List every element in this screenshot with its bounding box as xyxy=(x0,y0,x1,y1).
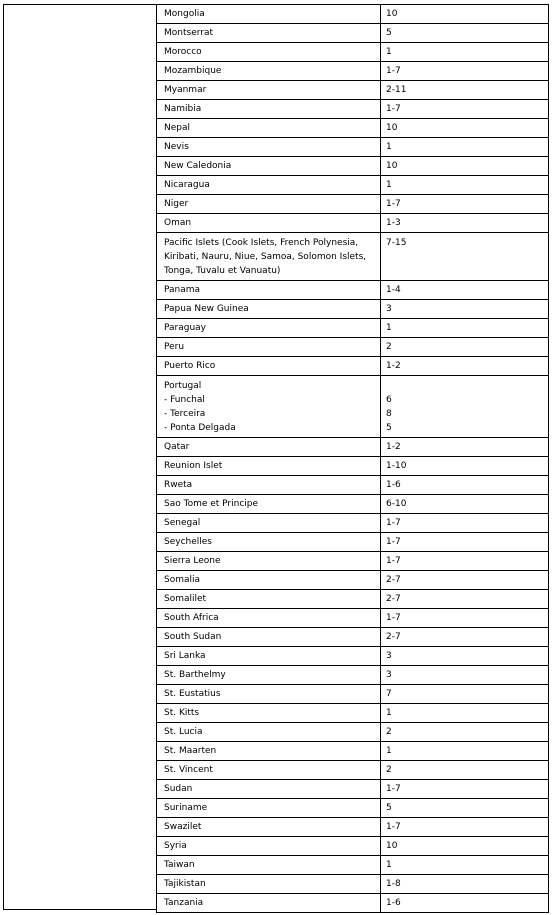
table-row xyxy=(156,514,549,533)
value-cell xyxy=(380,5,549,23)
table-row xyxy=(156,319,549,338)
table-row xyxy=(156,742,549,761)
country-name: Nepal xyxy=(164,123,190,133)
country-cell xyxy=(156,81,380,99)
country-value: 1 xyxy=(386,860,392,870)
country-cell xyxy=(156,514,380,532)
value-cell xyxy=(380,761,549,779)
table-row xyxy=(156,214,549,233)
country-value: 1-7 xyxy=(386,613,401,623)
country-value: 1-7 xyxy=(386,104,401,114)
value-cell xyxy=(380,666,549,684)
country-cell xyxy=(156,214,380,232)
value-cell xyxy=(380,894,549,912)
country-name: Montserrat xyxy=(164,28,214,38)
table-row xyxy=(156,552,549,571)
country-value: 5 xyxy=(386,803,392,813)
table-row xyxy=(156,281,549,300)
value-cell xyxy=(380,157,549,175)
table-row xyxy=(156,376,549,438)
country-name: Qatar xyxy=(164,442,190,452)
country-value xyxy=(386,379,543,393)
country-cell xyxy=(156,233,380,280)
table-row xyxy=(156,628,549,647)
table-row xyxy=(156,571,549,590)
country-name: St. Maarten xyxy=(164,746,217,756)
country-cell xyxy=(156,628,380,646)
country-name: Puerto Rico xyxy=(164,361,216,371)
table-row xyxy=(156,176,549,195)
country-value: 7 xyxy=(386,689,392,699)
value-cell xyxy=(380,119,549,137)
country-name: St. Vincent xyxy=(164,765,213,775)
table-row xyxy=(156,457,549,476)
table-row xyxy=(156,856,549,875)
country-name: Sierra Leone xyxy=(164,556,221,566)
country-cell xyxy=(156,780,380,798)
country-name: Portugal xyxy=(164,381,202,391)
country-name: Taiwan xyxy=(164,860,195,870)
country-name: Myanmar xyxy=(164,85,207,95)
country-cell xyxy=(156,319,380,337)
value-cell xyxy=(380,214,549,232)
sub-location-name: - Funchal xyxy=(164,395,205,405)
value-cell xyxy=(380,176,549,194)
country-cell xyxy=(156,552,380,570)
country-value: 3 xyxy=(386,651,392,661)
country-name: St. Kitts xyxy=(164,708,200,718)
country-cell xyxy=(156,571,380,589)
value-cell xyxy=(380,281,549,299)
country-value: 2-7 xyxy=(386,575,401,585)
value-cell xyxy=(380,533,549,551)
table-row xyxy=(156,647,549,666)
value-cell xyxy=(380,81,549,99)
country-name: Peru xyxy=(164,342,185,352)
country-value: 1 xyxy=(386,708,392,718)
country-value: 1-2 xyxy=(386,442,401,452)
country-value: 1-6 xyxy=(386,480,401,490)
table-row xyxy=(156,24,549,43)
table-row xyxy=(156,894,549,913)
country-value: 6-10 xyxy=(386,499,407,509)
value-cell xyxy=(380,571,549,589)
table-row xyxy=(156,119,549,138)
country-cell xyxy=(156,799,380,817)
table-row xyxy=(156,837,549,856)
country-name: Swazilet xyxy=(164,822,202,832)
country-value: 2 xyxy=(386,342,392,352)
table-row xyxy=(156,666,549,685)
country-value: 1 xyxy=(386,142,392,152)
value-cell xyxy=(380,609,549,627)
country-value: 1-10 xyxy=(386,461,407,471)
country-name: Paraguay xyxy=(164,323,207,333)
table-row xyxy=(156,62,549,81)
country-value: 1-7 xyxy=(386,822,401,832)
country-name: Sri Lanka xyxy=(164,651,206,661)
country-cell xyxy=(156,685,380,703)
country-cell xyxy=(156,837,380,855)
value-cell xyxy=(380,856,549,874)
country-name: Morocco xyxy=(164,47,202,57)
country-cell xyxy=(156,100,380,118)
value-cell xyxy=(380,300,549,318)
value-cell xyxy=(380,590,549,608)
country-value: 1-2 xyxy=(386,361,401,371)
table-left-column xyxy=(3,4,156,910)
country-cell xyxy=(156,119,380,137)
table-row xyxy=(156,5,549,24)
table-rows xyxy=(156,4,549,913)
country-name: Namibia xyxy=(164,104,202,114)
table-row xyxy=(156,609,549,628)
country-cell xyxy=(156,856,380,874)
country-value: 1-7 xyxy=(386,199,401,209)
country-cell xyxy=(156,176,380,194)
value-cell xyxy=(380,376,549,437)
country-name: Nicaragua xyxy=(164,180,210,190)
value-cell xyxy=(380,685,549,703)
country-cell xyxy=(156,357,380,375)
country-value: 2 xyxy=(386,727,392,737)
country-value: 2-7 xyxy=(386,632,401,642)
value-cell xyxy=(380,338,549,356)
value-cell xyxy=(380,138,549,156)
country-name: Somalilet xyxy=(164,594,207,604)
country-value: 1-8 xyxy=(386,879,401,889)
country-cell xyxy=(156,195,380,213)
country-name: Rweta xyxy=(164,480,193,490)
country-value: 3 xyxy=(386,670,392,680)
country-name: Suriname xyxy=(164,803,208,813)
value-cell xyxy=(380,476,549,494)
value-cell xyxy=(380,457,549,475)
table-row xyxy=(156,81,549,100)
table-row xyxy=(156,476,549,495)
country-cell xyxy=(156,647,380,665)
country-cell xyxy=(156,300,380,318)
value-cell xyxy=(380,319,549,337)
table-row xyxy=(156,300,549,319)
value-cell xyxy=(380,514,549,532)
country-value: 1 xyxy=(386,180,392,190)
country-cell xyxy=(156,43,380,61)
country-cell xyxy=(156,5,380,23)
country-cell xyxy=(156,875,380,893)
country-value: 1-7 xyxy=(386,518,401,528)
table-row xyxy=(156,43,549,62)
value-cell xyxy=(380,552,549,570)
country-cell xyxy=(156,894,380,912)
country-cell xyxy=(156,62,380,80)
table-row xyxy=(156,138,549,157)
country-cell xyxy=(156,723,380,741)
country-name: Nevis xyxy=(164,142,189,152)
value-cell xyxy=(380,875,549,893)
country-name: St. Barthelmy xyxy=(164,670,226,680)
table-row xyxy=(156,338,549,357)
country-cell xyxy=(156,818,380,836)
country-value: 10 xyxy=(386,161,398,171)
country-value: 1-7 xyxy=(386,784,401,794)
country-value: 2-11 xyxy=(386,85,407,95)
value-cell xyxy=(380,818,549,836)
value-cell xyxy=(380,837,549,855)
table-row xyxy=(156,704,549,723)
value-cell xyxy=(380,780,549,798)
country-name: St. Lucia xyxy=(164,727,203,737)
value-cell xyxy=(380,62,549,80)
value-cell xyxy=(380,357,549,375)
value-cell xyxy=(380,495,549,513)
country-value: 10 xyxy=(386,841,398,851)
value-cell xyxy=(380,647,549,665)
value-cell xyxy=(380,742,549,760)
sub-location-value: 6 xyxy=(386,395,392,405)
country-value: 1 xyxy=(386,47,392,57)
country-name: Niger xyxy=(164,199,189,209)
country-cell xyxy=(156,742,380,760)
country-name: Papua New Guinea xyxy=(164,304,249,314)
country-cell xyxy=(156,438,380,456)
country-cell xyxy=(156,376,380,437)
country-value: 3 xyxy=(386,304,392,314)
country-value: 2-7 xyxy=(386,594,401,604)
country-name: New Caledonia xyxy=(164,161,232,171)
country-name: Senegal xyxy=(164,518,201,528)
sub-location-value: 8 xyxy=(386,409,392,419)
country-cell xyxy=(156,457,380,475)
table-row xyxy=(156,100,549,119)
table-row xyxy=(156,195,549,214)
country-name: Pacific Islets (Cook Islets, French Polynesia, Kiribati, Nauru, Niue, Samoa, Solomon Islets, Tonga, Tuvalu et Vanuatu) xyxy=(164,238,367,276)
table-row xyxy=(156,495,549,514)
country-name: Sudan xyxy=(164,784,193,794)
country-cell xyxy=(156,666,380,684)
value-cell xyxy=(380,438,549,456)
country-value: 1-7 xyxy=(386,556,401,566)
table-row xyxy=(156,799,549,818)
country-name: Somalia xyxy=(164,575,201,585)
country-cell xyxy=(156,338,380,356)
country-name: Oman xyxy=(164,218,192,228)
table-row xyxy=(156,590,549,609)
country-name: Reunion Islet xyxy=(164,461,223,471)
country-name: Syria xyxy=(164,841,187,851)
table-row xyxy=(156,723,549,742)
country-value: 1 xyxy=(386,323,392,333)
value-cell xyxy=(380,195,549,213)
value-cell xyxy=(380,723,549,741)
table-row xyxy=(156,233,549,281)
country-name: St. Eustatius xyxy=(164,689,221,699)
country-cell xyxy=(156,609,380,627)
country-cell xyxy=(156,24,380,42)
table-row xyxy=(156,685,549,704)
table-row xyxy=(156,875,549,894)
country-value: 1-7 xyxy=(386,66,401,76)
country-name: South Sudan xyxy=(164,632,222,642)
country-value: 1-3 xyxy=(386,218,401,228)
country-value: 1-7 xyxy=(386,537,401,547)
country-name: South Africa xyxy=(164,613,219,623)
country-value: 2 xyxy=(386,765,392,775)
country-cell xyxy=(156,495,380,513)
country-cell xyxy=(156,476,380,494)
country-value: 10 xyxy=(386,9,398,19)
country-value: 1-4 xyxy=(386,285,401,295)
country-cell xyxy=(156,761,380,779)
country-cell xyxy=(156,704,380,722)
sub-location-value: 5 xyxy=(386,423,392,433)
country-name: Seychelles xyxy=(164,537,212,547)
country-value: 10 xyxy=(386,123,398,133)
country-value: 1 xyxy=(386,746,392,756)
country-value: 7-15 xyxy=(386,238,407,248)
value-cell xyxy=(380,43,549,61)
value-cell xyxy=(380,233,549,280)
country-name: Tajikistan xyxy=(164,879,206,889)
country-name: Mongolia xyxy=(164,9,205,19)
table-row xyxy=(156,438,549,457)
country-name: Panama xyxy=(164,285,201,295)
country-name: Mozambique xyxy=(164,66,222,76)
country-name: Sao Tome et Principe xyxy=(164,499,259,509)
value-cell xyxy=(380,100,549,118)
table-row xyxy=(156,780,549,799)
table-row xyxy=(156,761,549,780)
country-cell xyxy=(156,157,380,175)
country-value: 1-6 xyxy=(386,898,401,908)
value-cell xyxy=(380,628,549,646)
country-name: Tanzania xyxy=(164,898,204,908)
table-row xyxy=(156,533,549,552)
country-cell xyxy=(156,281,380,299)
table-row xyxy=(156,157,549,176)
table-row xyxy=(156,357,549,376)
country-cell xyxy=(156,533,380,551)
value-cell xyxy=(380,799,549,817)
country-value: 5 xyxy=(386,28,392,38)
table-row xyxy=(156,818,549,837)
value-cell xyxy=(380,704,549,722)
country-cell xyxy=(156,138,380,156)
sub-location-name: - Ponta Delgada xyxy=(164,423,236,433)
sub-location-name: - Terceira xyxy=(164,409,206,419)
country-cell xyxy=(156,590,380,608)
value-cell xyxy=(380,24,549,42)
